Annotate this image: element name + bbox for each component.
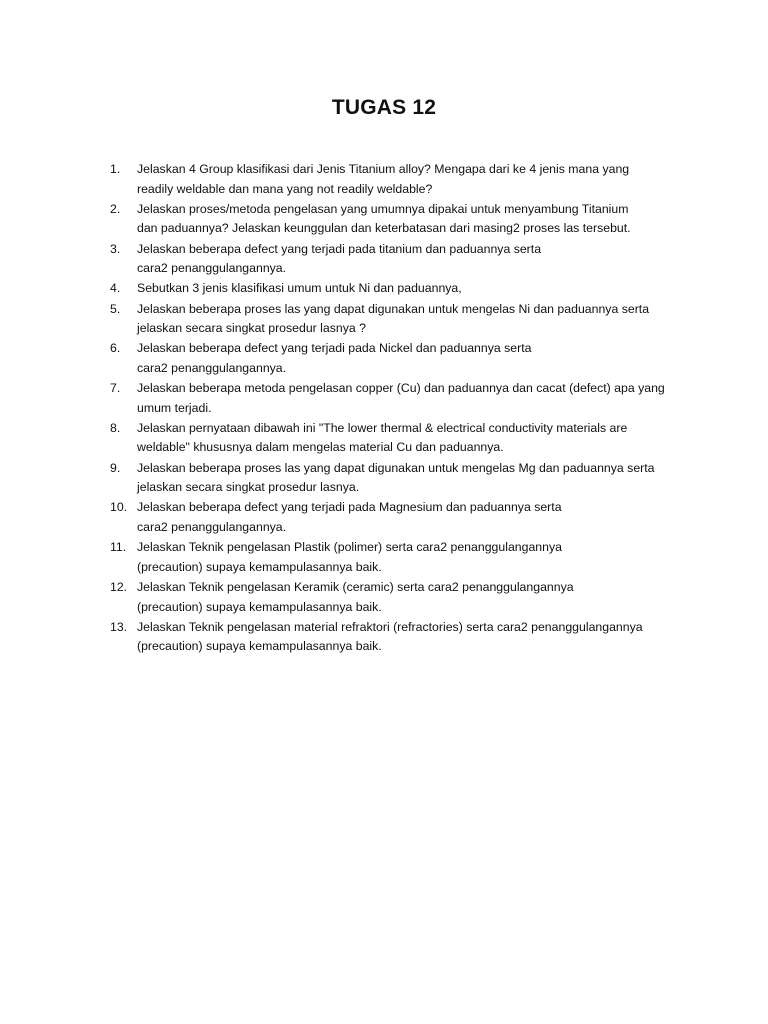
item-text: Jelaskan proses/metoda pengelasan yang umumnya dipakai untuk menyambung Titanium dan paduannya? Jelaskan keunggulan dan keterbatasan dari masing2 proses las tersebut.	[137, 201, 631, 236]
item-text: Jelaskan beberapa metoda pengelasan copper (Cu) dan paduannya dan cacat (defect) apa yang umum terjadi.	[137, 381, 665, 415]
item-text: Jelaskan Teknik pengelasan material refraktori (refractories) serta cara2 penanggulangannya (precaution) supaya kemampulasannya baik.	[137, 619, 643, 654]
item-text: Jelaskan beberapa proses las yang dapat digunakan untuk mengelas Ni dan paduannya serta jelaskan secara singkat prosedur lasnya ?	[137, 301, 650, 336]
item-text: Jelaskan 4 Group klasifikasi dari Jenis Titanium alloy? Mengapa dari ke 4 jenis mana yang readily weldable dan mana yang not readily weldable?	[137, 162, 630, 196]
list-item	[110, 538, 680, 577]
item-number: 8.	[110, 420, 121, 435]
item-text: Jelaskan beberapa defect yang terjadi pada Nickel dan paduannya serta cara2 penanggulangannya.	[137, 341, 532, 375]
list-item	[110, 200, 680, 239]
item-number: 11.	[110, 540, 127, 555]
list-item	[110, 459, 680, 498]
item-text: Sebutkan 3 jenis klasifikasi umum untuk Ni dan paduannya,	[137, 281, 462, 296]
list-item	[110, 578, 680, 617]
list-item	[110, 279, 680, 299]
item-text: Jelaskan beberapa proses las yang dapat digunakan untuk mengelas Mg dan paduannya serta jelaskan secara singkat prosedur lasnya.	[137, 460, 655, 495]
item-text: Jelaskan Teknik pengelasan Keramik (ceramic) serta cara2 penanggulangannya (precaution) supaya kemampulasannya baik.	[137, 580, 574, 614]
list-item	[110, 618, 680, 657]
question-list	[110, 160, 680, 658]
item-number: 10.	[110, 500, 128, 515]
list-item	[110, 419, 680, 458]
item-text: Jelaskan pernyataan dibawah ini "The lower thermal & electrical conductivity materials are weldable" khususnya dalam mengelas material Cu dan paduannya.	[137, 420, 628, 455]
item-number: 6.	[110, 341, 121, 356]
item-number: 5.	[110, 301, 121, 316]
list-item	[110, 240, 680, 279]
item-number: 13.	[110, 619, 128, 634]
item-number: 3.	[110, 241, 121, 256]
item-text: Jelaskan beberapa defect yang terjadi pada titanium dan paduannya serta cara2 penanggulangannya.	[137, 241, 542, 276]
item-number: 1.	[110, 162, 121, 176]
list-item	[110, 498, 680, 537]
list-item	[110, 300, 680, 339]
list-item	[110, 160, 680, 199]
document-title: TUGAS 12	[331, 96, 437, 119]
item-number: 9.	[110, 460, 121, 475]
list-item	[110, 339, 680, 378]
item-number: 2.	[110, 201, 121, 216]
item-number: 7.	[110, 381, 121, 396]
item-text: Jelaskan Teknik pengelasan Plastik (polimer) serta cara2 penanggulangannya (precaution) supaya kemampulasannya baik.	[137, 540, 562, 574]
list-item	[110, 379, 680, 418]
item-text: Jelaskan beberapa defect yang terjadi pada Magnesium dan paduannya serta cara2 penanggulangannya.	[137, 500, 562, 535]
item-number: 4.	[110, 281, 121, 296]
item-number: 12.	[110, 580, 128, 594]
